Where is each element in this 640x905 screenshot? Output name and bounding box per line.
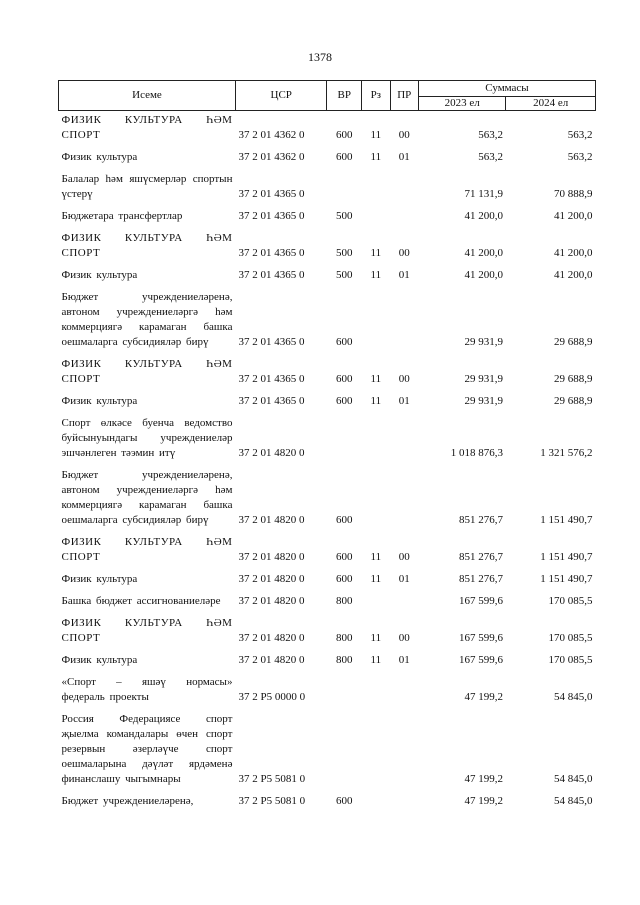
row-sum-2023: 29 931,9 (464, 373, 503, 385)
row-name: Физик культура (61, 573, 138, 585)
table-row (59, 412, 596, 464)
row-name: ФИЗИК КУЛЬТУРА ҺӘМ СПОРТ (61, 617, 233, 644)
row-vr-code (327, 168, 362, 205)
row-sum-2023: 41 200,0 (464, 210, 503, 222)
header-year-2024: 2024 ел (506, 97, 596, 111)
row-sum-2023: 29 931,9 (464, 336, 503, 348)
budget-table (58, 80, 596, 814)
row-csr-code: 37 2 01 4365 0 (238, 188, 305, 200)
row-csr-code: 37 2 01 4362 0 (238, 129, 305, 141)
row-rz-code: 11 (370, 654, 382, 666)
header-csr: ЦСР (235, 81, 327, 111)
row-vr-code (327, 671, 362, 708)
row-pr-code (390, 590, 418, 612)
row-pr-code: 01 (398, 395, 410, 407)
row-name: ФИЗИК КУЛЬТУРА ҺӘМ СПОРТ (61, 536, 233, 563)
table-row (59, 671, 596, 708)
row-sum-2023: 167 599,6 (458, 595, 503, 607)
row-sum-2024: 1 151 490,7 (540, 514, 593, 526)
row-vr-code: 600 (336, 514, 353, 526)
row-csr-code: 37 2 01 4820 0 (238, 595, 305, 607)
row-sum-2024: 70 888,9 (554, 188, 593, 200)
row-name: Физик культура (61, 151, 138, 163)
row-pr-code (390, 168, 418, 205)
row-pr-code (390, 205, 418, 227)
row-pr-code: 01 (398, 573, 410, 585)
row-name: ФИЗИК КУЛЬТУРА ҺӘМ СПОРТ (61, 232, 233, 259)
row-sum-2024: 54 845,0 (554, 691, 593, 703)
row-sum-2023: 47 199,2 (464, 795, 503, 807)
row-rz-code: 11 (370, 269, 382, 281)
header-year-2023: 2023 ел (419, 97, 506, 111)
row-pr-code: 01 (398, 151, 410, 163)
row-sum-2023: 71 131,9 (464, 188, 503, 200)
table-row (59, 390, 596, 412)
row-sum-2024: 170 085,5 (548, 654, 593, 666)
row-csr-code: 37 2 01 4365 0 (238, 210, 305, 222)
row-csr-code: 37 2 01 4362 0 (238, 151, 305, 163)
table-row (59, 649, 596, 671)
row-vr-code: 600 (336, 336, 353, 348)
row-name: Бюджетара трансфертлар (61, 210, 183, 222)
row-vr-code: 600 (336, 795, 353, 807)
row-rz-code: 11 (370, 129, 382, 141)
row-name: Бюджет учреждениеләренә, (61, 795, 194, 807)
row-sum-2024: 41 200,0 (554, 269, 593, 281)
row-name: Бюджет учреждениеләренә, автоном учреждениеләргә һәм коммерциягә карамаган башка оешмаларга субсидияләр бирү (61, 469, 233, 526)
header-sums: Суммасы (419, 81, 596, 97)
row-sum-2024: 1 151 490,7 (540, 573, 593, 585)
row-rz-code: 11 (370, 151, 382, 163)
table-row (59, 612, 596, 649)
table-row (59, 286, 596, 353)
row-sum-2024: 54 845,0 (554, 773, 593, 785)
row-pr-code (390, 412, 418, 464)
row-rz-code: 11 (370, 551, 382, 563)
row-rz-code (362, 205, 390, 227)
row-rz-code: 11 (370, 247, 382, 259)
row-sum-2023: 563,2 (478, 129, 503, 141)
row-pr-code: 00 (398, 129, 410, 141)
row-csr-code: 37 2 01 4365 0 (238, 247, 305, 259)
row-name: ФИЗИК КУЛЬТУРА ҺӘМ СПОРТ (61, 114, 233, 141)
row-sum-2024: 29 688,9 (554, 373, 593, 385)
row-rz-code (362, 708, 390, 790)
row-sum-2023: 1 018 876,3 (450, 447, 503, 459)
row-pr-code (390, 464, 418, 531)
row-sum-2024: 563,2 (567, 151, 593, 163)
row-name: Башка бюджет ассигнованиеләре (61, 595, 221, 607)
row-sum-2024: 170 085,5 (548, 595, 593, 607)
row-sum-2023: 41 200,0 (464, 269, 503, 281)
row-csr-code: 37 2 Р5 0000 0 (238, 691, 306, 703)
row-csr-code: 37 2 01 4365 0 (238, 336, 305, 348)
row-rz-code (362, 464, 390, 531)
row-vr-code: 600 (336, 151, 353, 163)
row-sum-2024: 54 845,0 (554, 795, 593, 807)
row-name: Физик культура (61, 395, 138, 407)
row-csr-code: 37 2 01 4820 0 (238, 447, 305, 459)
row-csr-code: 37 2 Р5 5081 0 (238, 773, 306, 785)
row-vr-code: 800 (336, 632, 353, 644)
row-rz-code: 11 (370, 395, 382, 407)
row-name: Физик культура (61, 654, 138, 666)
row-vr-code: 600 (336, 129, 353, 141)
row-vr-code: 600 (336, 551, 353, 563)
row-pr-code (390, 286, 418, 353)
row-sum-2023: 41 200,0 (464, 247, 503, 259)
row-pr-code: 01 (398, 269, 410, 281)
row-pr-code: 00 (398, 247, 410, 259)
row-sum-2024: 41 200,0 (554, 247, 593, 259)
row-pr-code: 00 (398, 373, 410, 385)
row-name: ФИЗИК КУЛЬТУРА ҺӘМ СПОРТ (61, 358, 233, 385)
row-csr-code: 37 2 Р5 5081 0 (238, 795, 306, 807)
row-rz-code (362, 671, 390, 708)
row-rz-code: 11 (370, 573, 382, 585)
table-row (59, 790, 596, 812)
row-sum-2023: 47 199,2 (464, 691, 503, 703)
row-csr-code: 37 2 01 4820 0 (238, 551, 305, 563)
row-csr-code: 37 2 01 4820 0 (238, 514, 305, 526)
row-vr-code: 600 (336, 373, 353, 385)
header-rz: Рз (362, 81, 390, 111)
table-row (59, 111, 596, 147)
row-pr-code: 01 (398, 654, 410, 666)
table-row (59, 568, 596, 590)
row-sum-2023: 851 276,7 (458, 551, 503, 563)
row-vr-code: 600 (336, 395, 353, 407)
row-sum-2024: 170 085,5 (548, 632, 593, 644)
row-vr-code: 800 (336, 654, 353, 666)
page-number: 1378 (308, 50, 332, 64)
table-row (59, 264, 596, 286)
row-vr-code: 500 (336, 210, 353, 222)
row-pr-code: 00 (398, 632, 410, 644)
row-name: Балалар һәм яшүсмерләр спортын үстерү (61, 173, 233, 200)
row-pr-code: 00 (398, 551, 410, 563)
row-name: Физик культура (61, 269, 138, 281)
row-name: Бюджет учреждениеләренә, автоном учреждениеләргә һәм коммерциягә карамаган башка оешмаларга субсидияләр бирү (61, 291, 233, 348)
row-csr-code: 37 2 01 4365 0 (238, 373, 305, 385)
row-sum-2023: 851 276,7 (458, 514, 503, 526)
row-sum-2023: 167 599,6 (458, 654, 503, 666)
table-body (59, 111, 596, 813)
table-row (59, 531, 596, 568)
row-rz-code (362, 168, 390, 205)
row-vr-code: 600 (336, 573, 353, 585)
row-rz-code (362, 790, 390, 812)
row-sum-2023: 563,2 (478, 151, 503, 163)
header-vr: ВР (327, 81, 362, 111)
table-row (59, 464, 596, 531)
table-row (59, 205, 596, 227)
row-rz-code (362, 412, 390, 464)
row-sum-2024: 29 688,9 (554, 336, 593, 348)
table-row (59, 168, 596, 205)
row-sum-2023: 851 276,7 (458, 573, 503, 585)
row-rz-code: 11 (370, 632, 382, 644)
row-vr-code: 800 (336, 595, 353, 607)
table-row (59, 353, 596, 390)
row-vr-code: 500 (336, 269, 353, 281)
row-csr-code: 37 2 01 4820 0 (238, 573, 305, 585)
row-sum-2024: 1 321 576,2 (540, 447, 593, 459)
row-rz-code (362, 286, 390, 353)
row-name: Спорт өлкәсе буенча ведомство буйсынуындагы учреждениеләр эшчәнлеген тәэмин итү (61, 417, 233, 459)
row-vr-code (327, 708, 362, 790)
row-sum-2024: 29 688,9 (554, 395, 593, 407)
row-vr-code (327, 412, 362, 464)
header-name: Исеме (59, 81, 236, 111)
table-row (59, 590, 596, 612)
row-sum-2024: 1 151 490,7 (540, 551, 593, 563)
row-name: Россия Федерациясе спорт җыелма командалары өчен спорт резервын әзерләүче спорт оешмаларына дәүләт ярдәменә финанслашу чыгымнары (61, 713, 233, 785)
row-vr-code: 500 (336, 247, 353, 259)
table-row (59, 708, 596, 790)
row-sum-2023: 47 199,2 (464, 773, 503, 785)
row-sum-2023: 167 599,6 (458, 632, 503, 644)
row-name: «Спорт – яшәү нормасы» федераль проекты (61, 676, 233, 703)
row-sum-2024: 41 200,0 (554, 210, 593, 222)
row-csr-code: 37 2 01 4820 0 (238, 632, 305, 644)
row-sum-2024: 563,2 (567, 129, 593, 141)
row-csr-code: 37 2 01 4820 0 (238, 654, 305, 666)
row-csr-code: 37 2 01 4365 0 (238, 395, 305, 407)
table-row (59, 227, 596, 264)
row-sum-2023: 29 931,9 (464, 395, 503, 407)
row-pr-code (390, 671, 418, 708)
row-pr-code (390, 790, 418, 812)
header-pr: ПР (390, 81, 418, 111)
row-rz-code (362, 590, 390, 612)
row-pr-code (390, 708, 418, 790)
table-row (59, 146, 596, 168)
row-rz-code: 11 (370, 373, 382, 385)
row-csr-code: 37 2 01 4365 0 (238, 269, 305, 281)
